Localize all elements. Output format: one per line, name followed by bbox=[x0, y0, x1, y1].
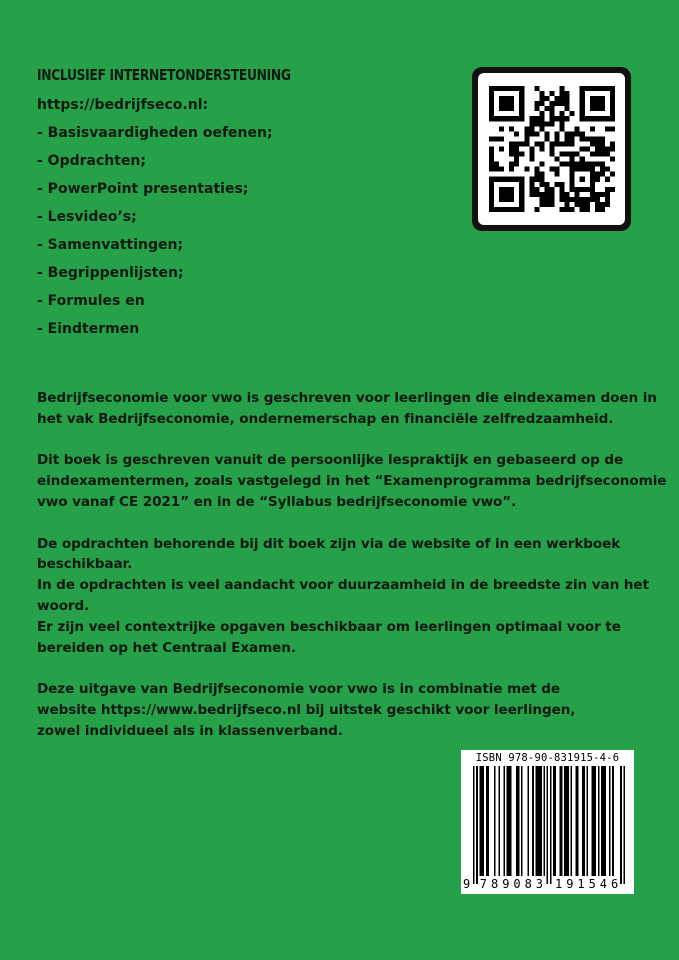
qr-code-icon bbox=[489, 86, 615, 212]
text-line: zowel individueel als in klassenverband. bbox=[37, 722, 343, 739]
text-line: De opdrachten behorende bij dit boek zijn via de website of in een werkboek bbox=[37, 535, 621, 552]
list-item: - Lesvideo’s; bbox=[37, 209, 137, 225]
barcode-digit: 9 bbox=[463, 877, 471, 891]
text-line: Bedrijfseconomie voor vwo is geschreven voor leerlingen die eindexamen doen in bbox=[37, 390, 657, 406]
barcode-digit: 8 bbox=[524, 877, 532, 891]
barcode-digit: 7 bbox=[479, 877, 488, 891]
isbn-label: ISBN 978-90-831915-4-6 bbox=[475, 752, 620, 764]
feature-list bbox=[37, 95, 273, 347]
text-line: Deze uitgave van Bedrijfseconomie voor vwo is in combinatie met de bbox=[37, 681, 561, 698]
barcode-digit: 3 bbox=[535, 877, 544, 891]
list-item: - Basisvaardigheden oefenen; bbox=[37, 125, 273, 141]
barcode-digit: 0 bbox=[513, 877, 521, 891]
heading: INCLUSIEF INTERNETONDERSTEUNING bbox=[37, 66, 291, 84]
barcode-digit: 6 bbox=[611, 877, 619, 891]
text-line: vwo vanaf CE 2021” en in de “Syllabus bedrijfseconomie vwo”. bbox=[37, 493, 517, 510]
isbn-barcode bbox=[461, 750, 634, 894]
paragraph-2 bbox=[37, 450, 667, 512]
text-line: beschikbaar. bbox=[37, 556, 133, 573]
text-line: website https://www.bedrijfseco.nl bij uitstek geschikt voor leerlingen, bbox=[37, 701, 576, 718]
text-line: eindexamentermen, zoals vastgelegd in het “Examenprogramma bedrijfseconomie bbox=[37, 473, 667, 490]
qr-code bbox=[472, 67, 631, 231]
qr-code-inner bbox=[478, 73, 625, 225]
text-line: In de opdrachten is veel aandacht voor duurzaamheid in de breedste zin van het bbox=[37, 577, 649, 594]
list-item: - Begrippenlijsten; bbox=[37, 265, 184, 281]
barcode-digit: 9 bbox=[502, 877, 510, 891]
barcode-digit: 8 bbox=[491, 877, 499, 891]
paragraph-4 bbox=[37, 679, 657, 741]
barcode-digit: 9 bbox=[566, 877, 574, 891]
barcode-digit: 5 bbox=[588, 877, 596, 891]
text-line: het vak Bedrijfseconomie, ondernemerschap en financiële zelfredzaamheid. bbox=[37, 410, 614, 427]
barcode-digit: 4 bbox=[599, 877, 608, 891]
list-item: - Eindtermen bbox=[37, 321, 140, 337]
description bbox=[37, 388, 667, 762]
paragraph-3 bbox=[37, 534, 657, 659]
paragraph-1 bbox=[37, 388, 657, 430]
text-line: Dit boek is geschreven vanuit de persoonlijke lespraktijk en gebaseerd op de bbox=[37, 452, 624, 469]
text-line: woord. bbox=[37, 597, 90, 614]
text-line: Er zijn veel contextrijke opgaven beschikbaar om leerlingen optimaal voor te bbox=[37, 618, 621, 635]
list-item: - Formules en bbox=[37, 293, 145, 309]
list-item: - Opdrachten; bbox=[37, 153, 146, 169]
list-item: - Samenvattingen; bbox=[37, 237, 184, 253]
barcode-digit: 1 bbox=[555, 877, 563, 891]
text-line: bereiden op het Centraal Examen. bbox=[37, 639, 296, 656]
barcode-digit: 1 bbox=[577, 877, 585, 891]
barcode-icon bbox=[461, 750, 634, 894]
list-item-url: https://bedrijfseco.nl: bbox=[37, 97, 209, 113]
list-item: - PowerPoint presentaties; bbox=[37, 181, 249, 197]
